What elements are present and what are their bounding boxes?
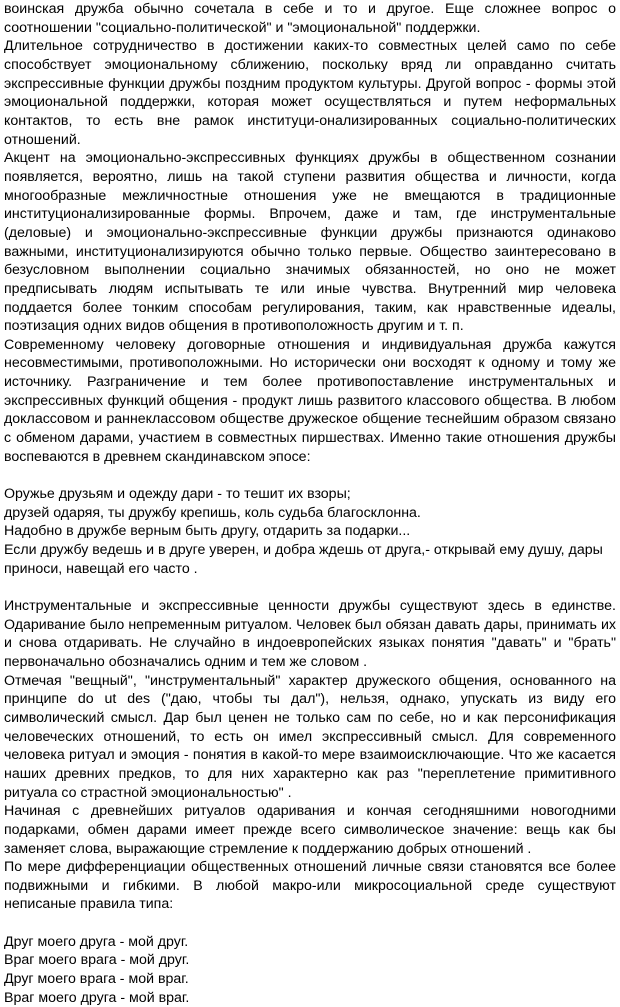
spacer (4, 466, 616, 485)
paragraph: По мере дифференциации общественных отношений личные связи становятся все более подвижными и гибкими. В любой макро-или микросоциальной среде существуют неписаные правила типа: (4, 859, 616, 913)
spacer (4, 914, 616, 933)
verse-line: Оружье друзьям и одежду дари - то тешит их взоры; (4, 486, 351, 503)
paragraph: воинская дружба обычно сочетала в себе и то и другое. Еще сложнее вопрос о соотношении "социально-политической" и "эмоциональной" поддержки. (4, 1, 616, 36)
paragraph: Длительное сотрудничество в достижении каких-то совместных целей само по себе способствует эмоциональному сближению, поскольку вряд ли оправданно считать экспрессивные функции дружбы поздним продуктом культуры. Другой вопрос - формы этой эмоциональной поддержки, которая может осуществляться и путем неформальных контактов, то есть вне рамок институци-онализированных социально-политических отношений. (4, 38, 616, 148)
spacer (4, 578, 616, 597)
paragraph: Начиная с древнейших ритуалов одаривания и кончая сегодняшними новогодними подарками, обмен дарами имеет прежде всего символическое значение: вещь как бы заменяет слова, выражающие стремление к поддержанию добрых отношений . (4, 803, 616, 857)
verse-line: Друг моего друга - мой друг. (4, 933, 189, 950)
paragraph: Инструментальные и экспрессивные ценности дружбы существуют здесь в единстве. Одаривание было непременным ритуалом. Человек был обязан давать дары, принимать их и снова отдаривать. Не случайно в индоевропейских языках понятия "давать" и "брать" первоначально обозначались одним и тем же словом . (4, 597, 616, 670)
verse-line: Если дружбу ведешь и в друге уверен, и добра ждешь от друга,- открывай ему душу, дары приноси, навещай его часто . (4, 542, 603, 577)
verse-line: Враг моего друга - мой враг. (4, 989, 190, 1006)
paragraph: Акцент на эмоционально-экспрессивных функциях дружбы в общественном сознании появляется, вероятно, лишь на такой ступени развития общества и личности, когда многообразные межличностные отношения уже не вмещаются в традиционные институционализированные формы. Впрочем, даже и там, где инструментальные (деловые) и эмоционально-экспрессивные функции дружбы признаются одинаково важными, институционализируются обычно только первые. Общество заинтересовано в безусловном выполнении социально значимых обязанностей, но оно не может предписывать людям испытывать те или иные чувства. Внутренний мир человека поддается более тонким способам регулирования, таким, как нравственные идеалы, поэтизация одних видов общения в противоположность другим и т. п. (4, 150, 616, 335)
paragraph: Современному человеку договорные отношения и индивидуальная дружба кажутся несовместимыми, противоположными. Но исторически они восходят к одному и тому же источнику. Разграничение и тем более противопоставление инструментальных и экспрессивных функций общения - продукт лишь развитого классового общества. В любом доклассовом и раннеклассовом обществе дружеское общение теснейшим образом связано с обменом дарами, участием в совместных пиршествах. Именно такие отношения дружбы воспеваются в древнем скандинавском эпосе: (4, 336, 616, 465)
verse-line: Друг моего врага - мой враг. (4, 971, 189, 988)
paragraph: Отмечая "вещный", "инструментальный" характер дружеского общения, основанного на принципе do ut des ("даю, чтобы ты дал"), нельзя, однако, упускать из виду его символический смысл. Дар был ценен не только сам по себе, но и как персонификация человеческих отношений, то есть он имел экспрессивный смысл. Для современного человека ритуал и эмоция - понятия в какой-то мере взаимоисключающие. Что же касается наших древних предков, то для них характерно как раз "переплетение примитивного ритуала со страстной эмоциональностью" . (4, 672, 616, 801)
document-page (4, 0, 616, 1007)
verse-line: Надобно в дружбе верным быть другу, отдарить за подарки... (4, 523, 411, 540)
verse-line: Враг моего врага - мой друг. (4, 952, 190, 969)
verse-line: друзей одаряя, ты дружбу крепишь, коль судьба благосклонна. (4, 504, 421, 521)
